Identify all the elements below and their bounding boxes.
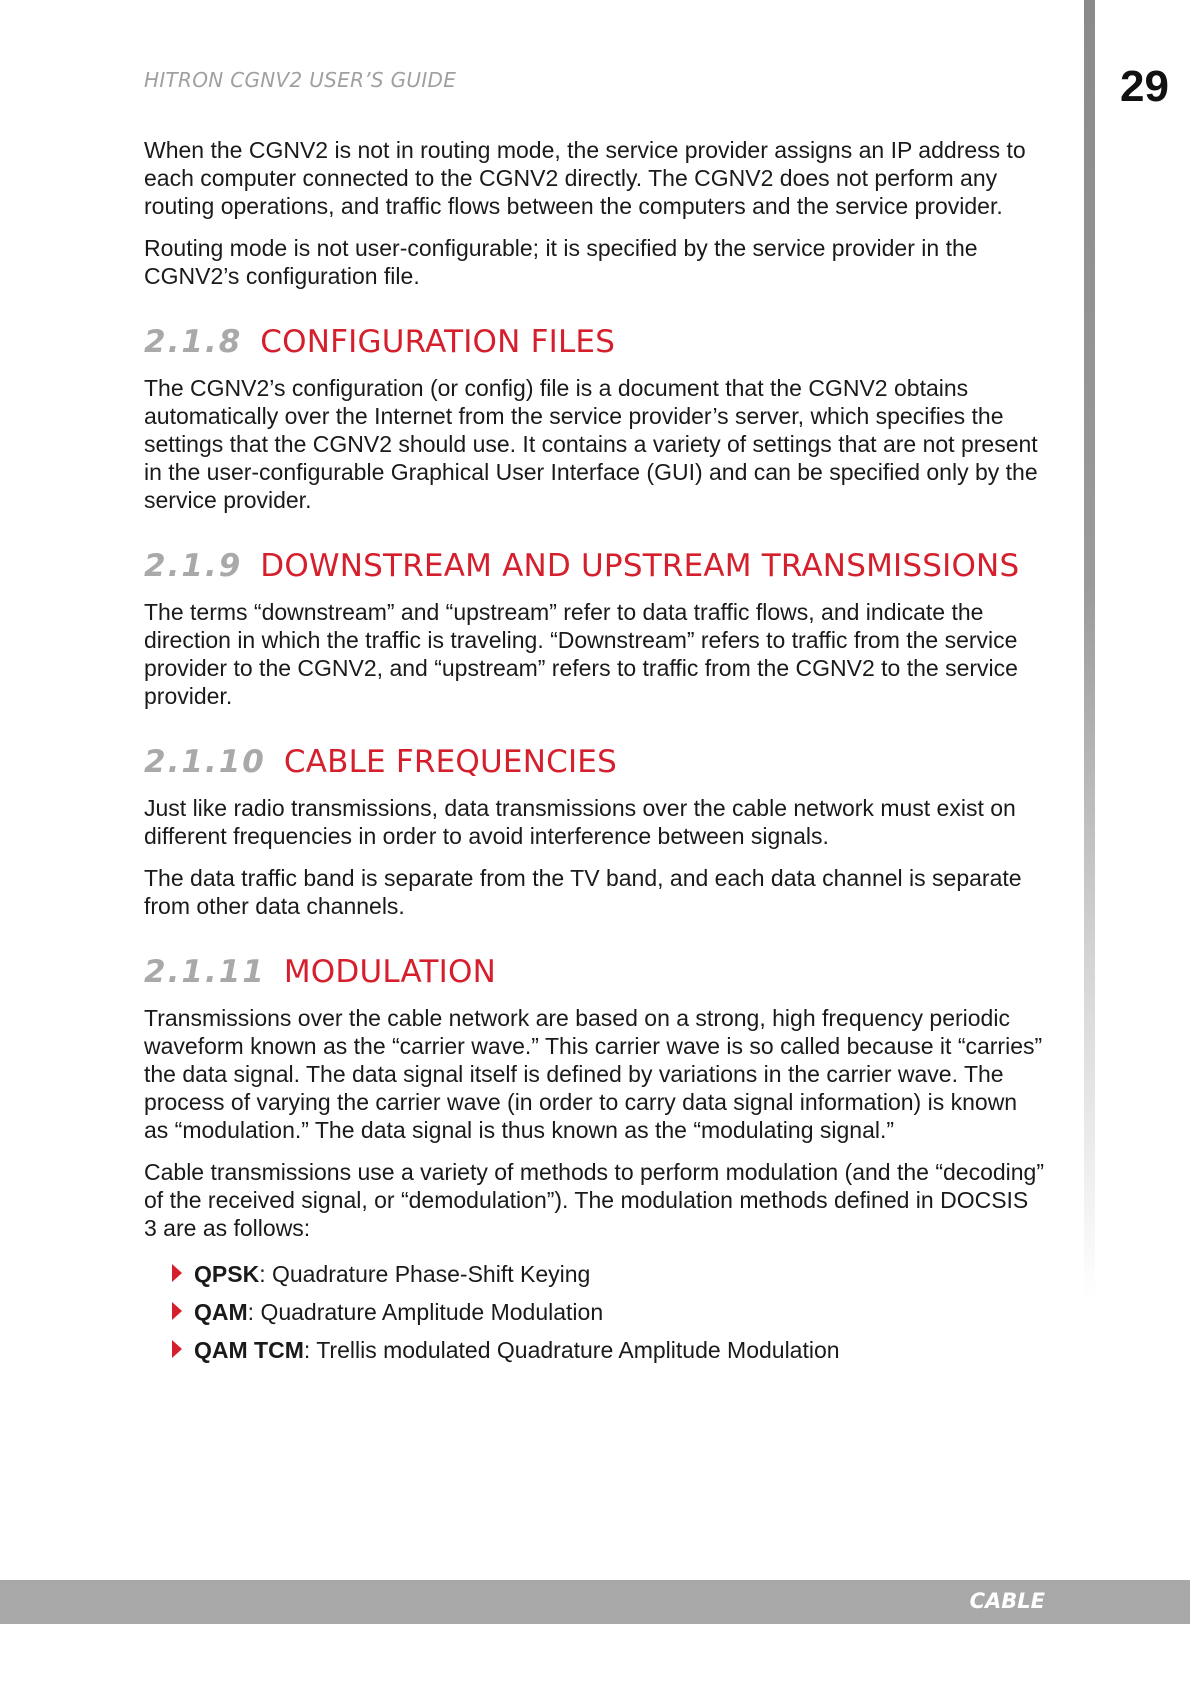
list-item [144,1298,1044,1326]
list-item-term: QAM TCM [194,1337,304,1363]
frequencies-paragraph-1: Just like radio transmissions, data transmissions over the cable network must exist on different frequencies in order to avoid interference between signals. [144,795,1016,849]
modulation-paragraph-2: Cable transmissions use a variety of methods to perform modulation (and the “decoding” of the received signal, or “demodulation”). The modulation methods defined in DOCSIS 3 are as follows: [144,1159,1045,1241]
section-heading-modulation [144,954,1044,990]
page-number: 29 [1120,62,1169,111]
section-heading-cable-frequencies [144,744,1044,780]
config-files-paragraph: The CGNV2’s configuration (or config) file is a document that the CGNV2 obtains automatically over the Internet from the service provider’s server, which specifies the settings that the CGNV2 should use. It contains a variety of settings that are not present in the user-configurable Graphical User Interface (GUI) and can be specified only by the service provider. [144,375,1038,513]
section-number: 2.1.8 [144,324,243,360]
intro-paragraph-1: When the CGNV2 is not in routing mode, the service provider assigns an IP address to each computer connected to the CGNV2 directly. The CGNV2 does not perform any routing operations, and traffic flows between the computers and the service provider. [144,137,1026,219]
transmissions-paragraph: The terms “downstream” and “upstream” refer to data traffic flows, and indicate the direction in which the traffic is traveling. “Downstream” refers to traffic from the service provider to the CGNV2, and “upstream” refers to traffic from the CGNV2 to the service provider. [144,599,1018,709]
page-body [144,136,1044,1374]
footer-section-label: CABLE [969,1589,1045,1613]
section-number: 2.1.9 [144,548,243,584]
intro-paragraph-2: Routing mode is not user-configurable; it is specified by the service provider in the CGNV2’s configuration file. [144,235,978,289]
section-heading-transmissions [144,548,1044,584]
side-gradient-bar [1084,0,1095,1300]
modulation-methods-list [144,1260,1044,1364]
section-title: DOWNSTREAM AND UPSTREAM TRANSMISSIONS [260,548,1020,584]
frequencies-paragraph-2: The data traffic band is separate from the TV band, and each data channel is separate from other data channels. [144,865,1022,919]
list-item-description: : Quadrature Amplitude Modulation [247,1299,604,1325]
section-number: 2.1.10 [144,744,266,780]
section-title: MODULATION [283,954,497,990]
footer-band [0,1580,1190,1624]
section-heading-config-files [144,324,1044,360]
section-number: 2.1.11 [144,954,266,990]
list-item [144,1336,1044,1364]
list-item-description: : Trellis modulated Quadrature Amplitude Modulation [303,1337,840,1363]
running-header: HITRON CGNV2 USER’S GUIDE [144,68,457,92]
triangle-bullet-icon [172,1264,182,1282]
list-item [144,1260,1044,1288]
section-title: CONFIGURATION FILES [260,324,616,360]
modulation-paragraph-1: Transmissions over the cable network are based on a strong, high frequency periodic waveform known as the “carrier wave.” This carrier wave is so called because it “carries” the data signal. The data signal itself is defined by variations in the carrier wave. The process of varying the carrier wave (in order to carry data signal information) is known as “modulation.” The data signal is thus known as the “modulating signal.” [144,1005,1043,1143]
triangle-bullet-icon [172,1340,182,1358]
section-title: CABLE FREQUENCIES [283,744,617,780]
list-item-term: QPSK [194,1261,260,1287]
list-item-term: QAM [194,1299,248,1325]
list-item-description: : Quadrature Phase-Shift Keying [259,1261,591,1287]
triangle-bullet-icon [172,1302,182,1320]
